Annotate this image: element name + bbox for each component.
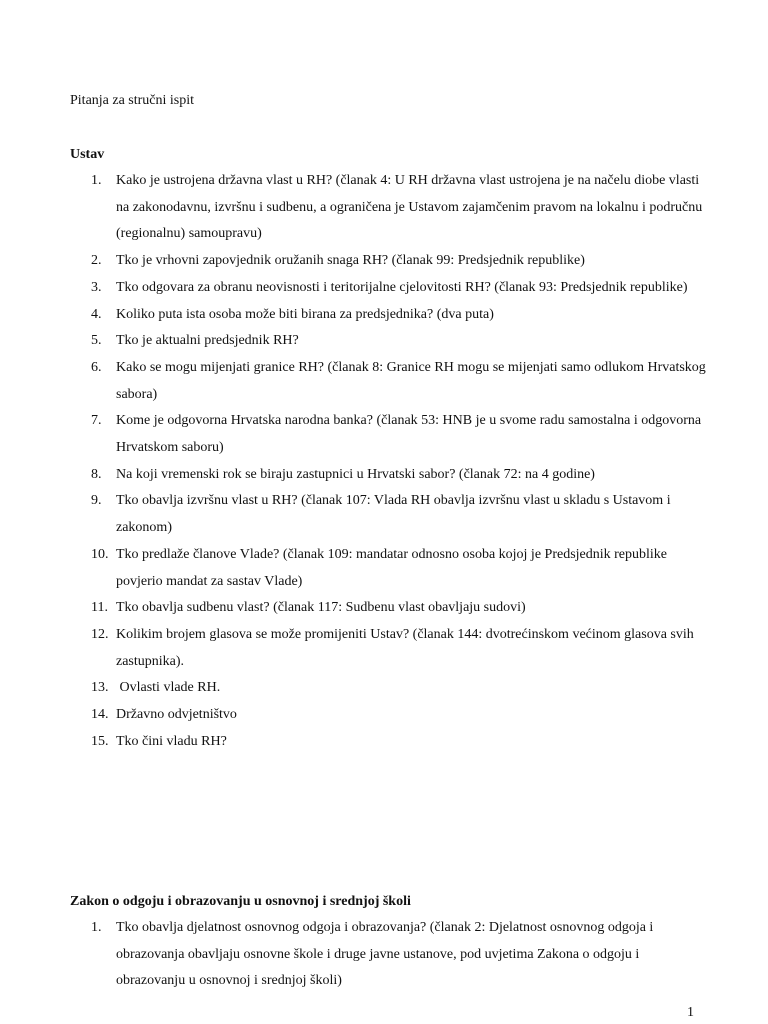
question-item xyxy=(70,302,710,329)
question-number: 8. xyxy=(91,466,102,482)
question-number: 7. xyxy=(91,413,102,429)
question-number: 4. xyxy=(91,306,102,322)
question-number: 3. xyxy=(91,279,102,295)
question-number: 11. xyxy=(91,600,108,616)
question-number: 1. xyxy=(91,920,102,935)
question-item xyxy=(70,675,710,702)
question-list-zakon xyxy=(70,915,710,995)
question-item xyxy=(70,168,710,248)
question-text: Državno odvjetništvo xyxy=(116,707,237,723)
page-number: 1 xyxy=(687,1005,694,1020)
question-number: 9. xyxy=(91,493,102,509)
question-number: 13. xyxy=(91,680,109,696)
question-text: Kako je ustrojena državna vlast u RH? (članak 4: U RH državna vlast ustrojena je na načelu diobe vlasti na zakonodavnu, izvršnu i sudbenu, a ograničena je Ustavom zajamčenim pravom na lokalnu i područnu (regionalnu) samoupravu) xyxy=(116,173,703,242)
question-text: Tko obavlja sudbenu vlast? (članak 117: Sudbenu vlast obavljaju sudovi) xyxy=(116,600,526,616)
question-text: Kolikim brojem glasova se može promijeniti Ustav? (članak 144: dvotrećinskom većinom glasova svih zastupnika). xyxy=(116,626,694,669)
section-heading-zakon: Zakon o odgoju i obrazovanju u osnovnoj i srednjoj školi xyxy=(70,894,411,909)
question-text: Tko obavlja djelatnost osnovnog odgoja i obrazovanja? (članak 2: Djelatnost osnovnog odgoja i obrazovanja obavljaju osnovne škole i druge javne ustanove, pod uvjetima Zakona o odgoju i obrazovanju u osnovnoj i srednjoj školi) xyxy=(116,920,654,989)
question-item xyxy=(70,328,710,355)
question-text: Kako se mogu mijenjati granice RH? (članak 8: Granice RH mogu se mijenjati samo odlukom Hrvatskog sabora) xyxy=(116,359,706,402)
question-text: Ovlasti vlade RH. xyxy=(116,680,221,696)
question-item xyxy=(70,915,710,995)
question-text: Koliko puta ista osoba može biti birana za predsjednika? (dva puta) xyxy=(116,306,494,322)
question-text: Tko čini vladu RH? xyxy=(116,733,227,749)
question-text: Tko je vrhovni zapovjednik oružanih snaga RH? (članak 99: Predsjednik republike) xyxy=(116,253,585,269)
question-item xyxy=(70,729,710,756)
question-number: 10. xyxy=(91,546,109,562)
question-item xyxy=(70,488,710,541)
question-item xyxy=(70,542,710,595)
question-number: 15. xyxy=(91,733,109,749)
question-text: Tko je aktualni predsjednik RH? xyxy=(116,333,299,349)
question-item xyxy=(70,462,710,489)
question-item xyxy=(70,248,710,275)
question-item xyxy=(70,622,710,675)
question-item xyxy=(70,595,710,622)
question-item xyxy=(70,408,710,461)
question-item xyxy=(70,275,710,302)
question-number: 5. xyxy=(91,333,102,349)
question-text: Tko obavlja izvršnu vlast u RH? (članak 107: Vlada RH obavlja izvršnu vlast u skladu s Ustavom i zakonom) xyxy=(116,493,671,536)
question-number: 12. xyxy=(91,626,109,642)
question-number: 2. xyxy=(91,253,102,269)
question-list-ustav xyxy=(70,168,710,755)
document-title: Pitanja za stručni ispit xyxy=(70,93,195,108)
question-number: 14. xyxy=(91,707,109,723)
question-item xyxy=(70,355,710,408)
question-text: Kome je odgovorna Hrvatska narodna banka? (članak 53: HNB je u svome radu samostalna i odgovorna Hrvatskom saboru) xyxy=(116,413,702,456)
question-text: Na koji vremenski rok se biraju zastupnici u Hrvatski sabor? (članak 72: na 4 godine) xyxy=(116,466,595,482)
question-text: Tko predlaže članove Vlade? (članak 109: mandatar odnosno osoba kojoj je Predsjednik republike povjerio mandat za sastav Vlade) xyxy=(116,546,668,589)
section-heading-ustav: Ustav xyxy=(70,147,105,162)
question-text: Tko odgovara za obranu neovisnosti i teritorijalne cjelovitosti RH? (članak 93: Predsjednik republike) xyxy=(116,279,688,295)
question-number: 6. xyxy=(91,359,102,375)
question-item xyxy=(70,702,710,729)
question-number: 1. xyxy=(91,173,102,188)
